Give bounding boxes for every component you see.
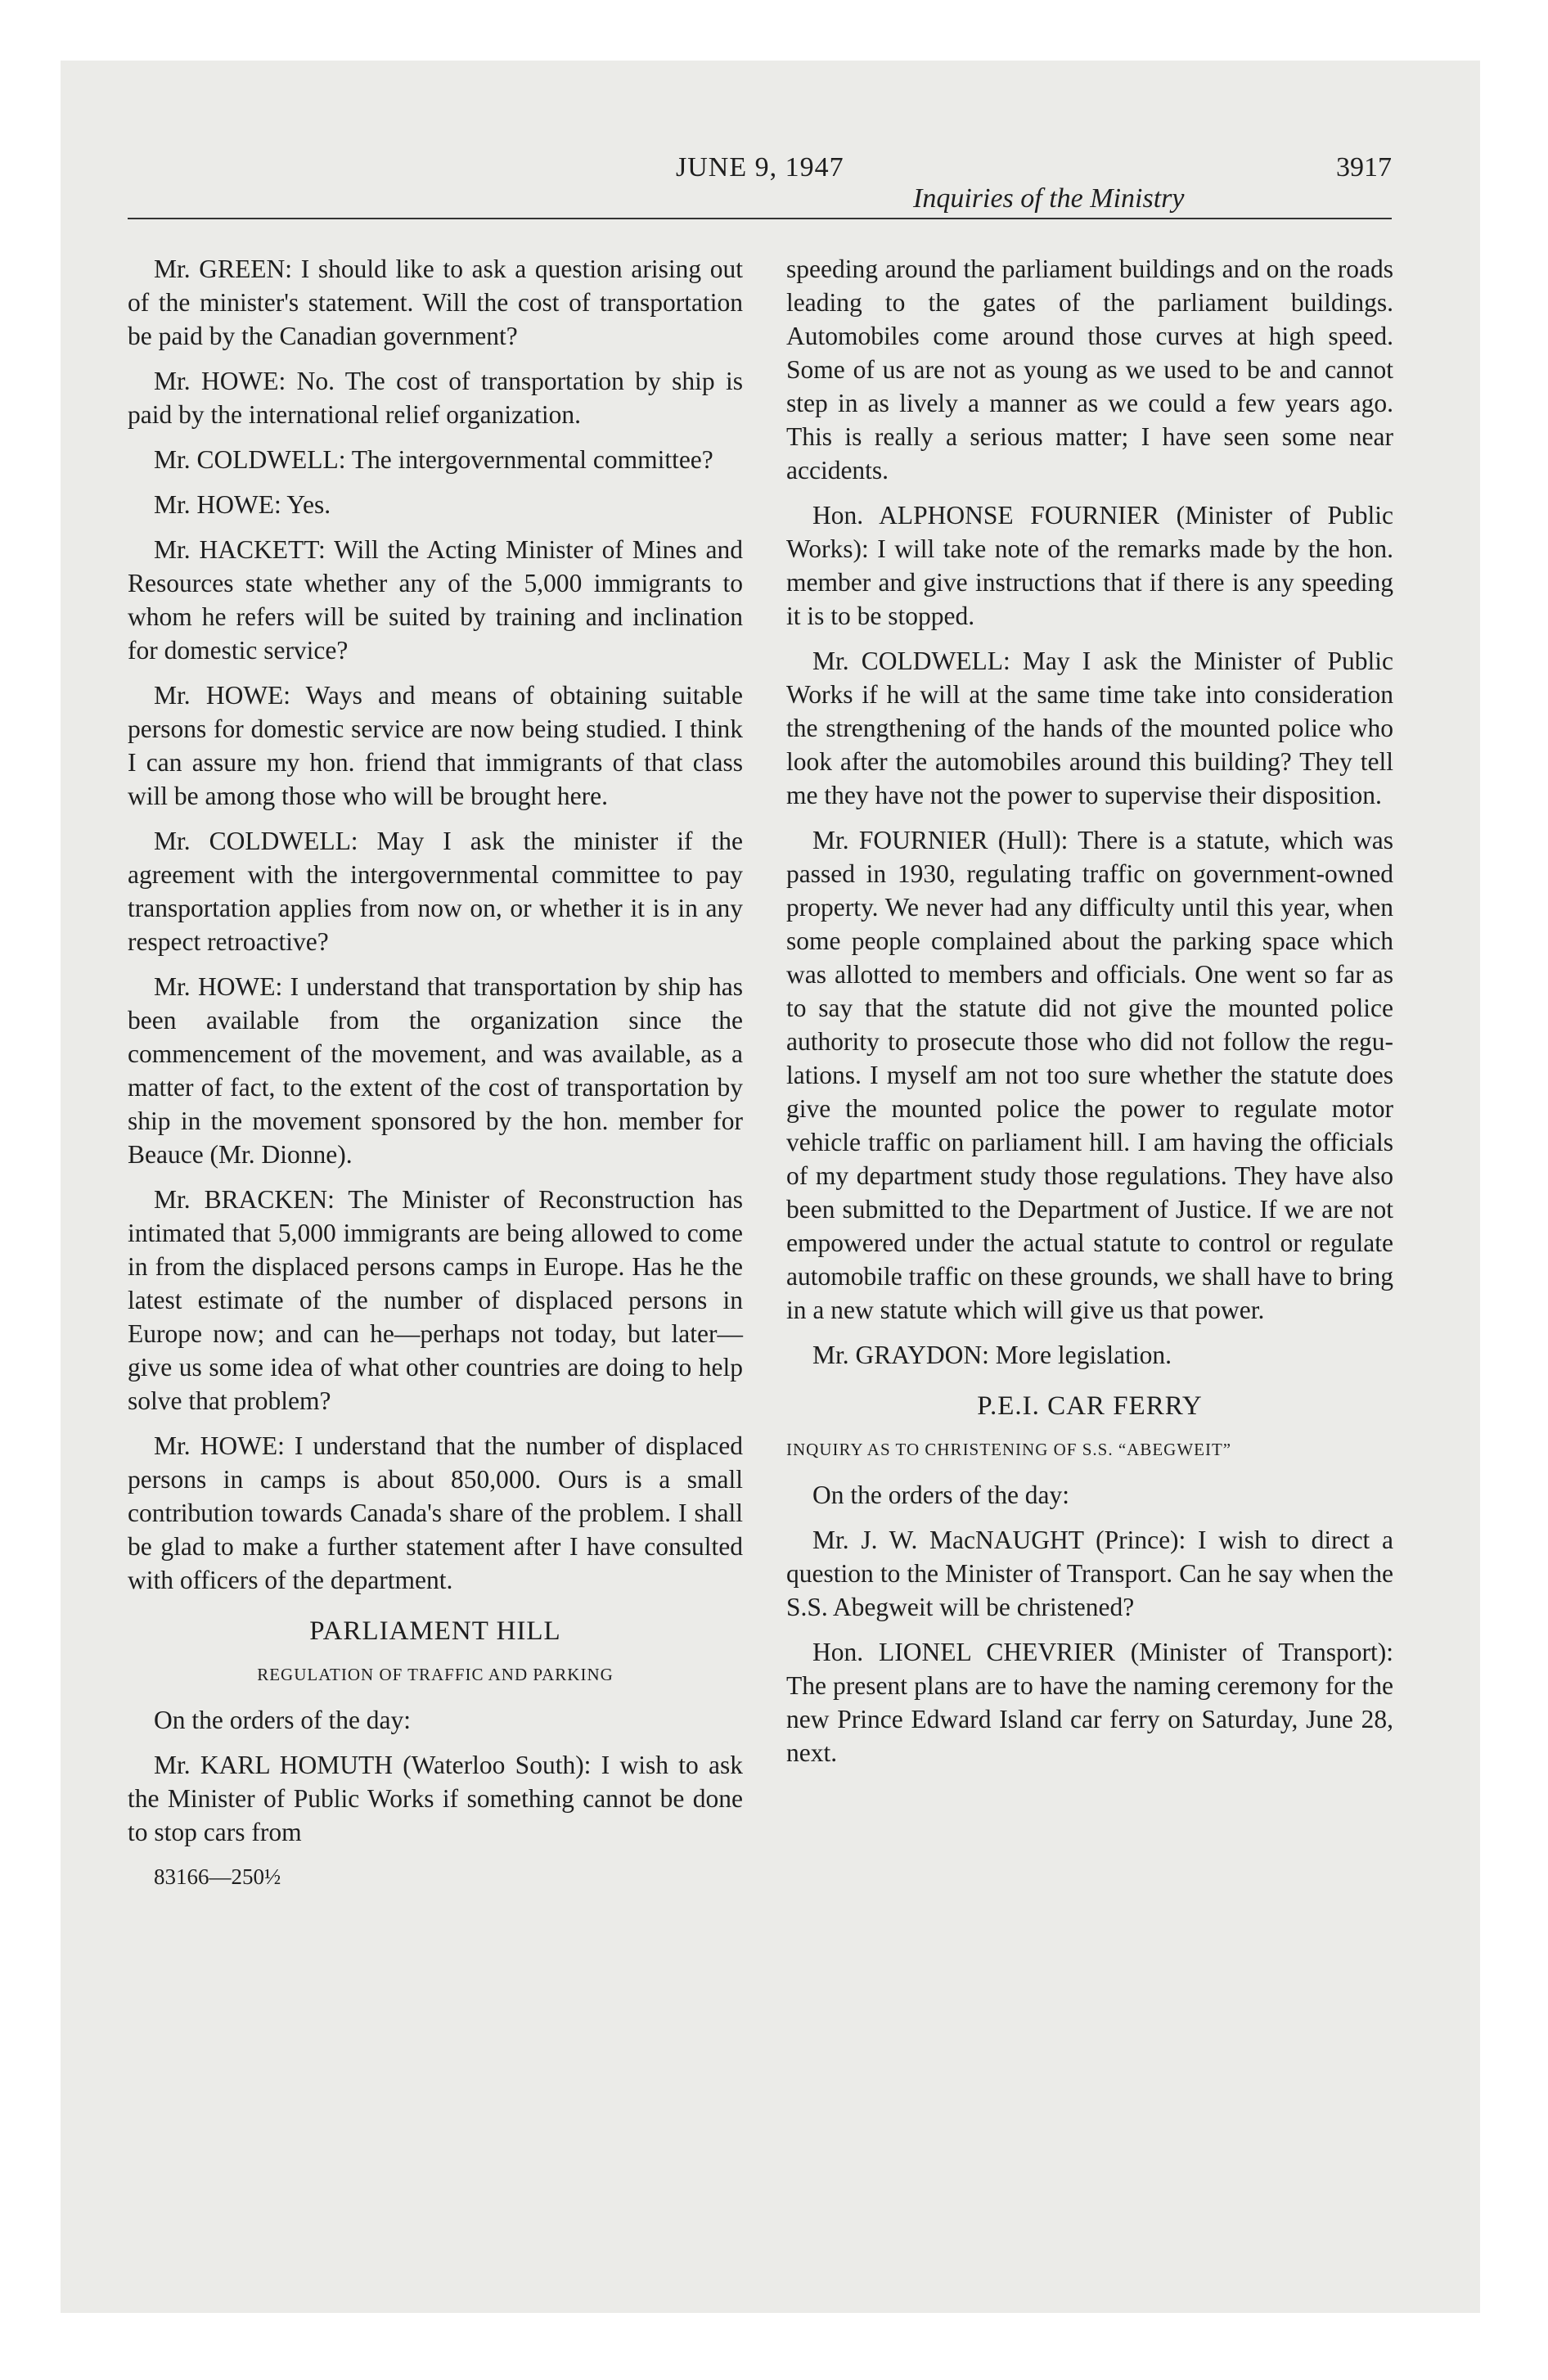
- section-subheading: INQUIRY AS TO CHRISTENING OF S.S. “ABEGWEIT”: [786, 1440, 1232, 1459]
- paragraph: Mr. J. W. MacNAUGHT (Prince): I wish to direct a question to the Minister of Transport. Can he say when the S.S. Abegweit will be christened?: [786, 1526, 1393, 1621]
- paragraph: Mr. HOWE: Ways and means of obtaining suitable persons for domestic service are now being studied. I think I can assure my hon. friend that immigrants of that class will be among those who will be brought here.: [128, 681, 743, 810]
- paragraph: On the orders of the day:: [154, 1706, 412, 1734]
- paragraph: Mr. HOWE: No. The cost of transportation by ship is paid by the international relief organization.: [128, 367, 743, 429]
- paragraph: Mr. FOURNIER (Hull): There is a statute, which was passed in 1930, regulating traffic on government-owned property. We never had any difficulty until this year, when some people complained about the parking space which was allotted to members and officials. One went so far as to say that the statute did not give the mounted police authority to prosecute those who did not follow the regulations. I myself am not too sure whether the statute does give the mounted police the power to regulate motor vehicle traffic on parliament hill. I am having the officials of my department study those regulations. They have also been submitted to the Department of Justice. If we are not empowered under the actual statute to control or regulate automobile traffic on these grounds, we shall have to bring in a new statute which will give us that power.: [786, 826, 1393, 1324]
- page-header: [128, 146, 1392, 213]
- paragraph: Mr. HOWE: Yes.: [154, 490, 331, 519]
- paragraph: Mr. HOWE: I understand that transportation by ship has been available from the organization since the commencement of the movement, and was available, as a matter of fact, to the extent of the cost of transportation by ship in the movement sponsored by the hon. member for Beauce (Mr. Dionne).: [128, 972, 743, 1169]
- paragraph: Hon. LIONEL CHEVRIER (Minister of Transport): The present plans are to have the naming ceremony for the new Prince Edward Island car ferry on Saturday, June 28, next.: [786, 1638, 1393, 1767]
- page-date: JUNE 9, 1947: [676, 152, 844, 183]
- section-subheading: REGULATION OF TRAFFIC AND PARKING: [257, 1665, 614, 1684]
- paragraph: Mr. COLDWELL: The intergovernmental committee?: [154, 445, 713, 474]
- paragraph: Mr. GRAYDON: More legislation.: [812, 1341, 1172, 1369]
- paragraph: speeding around the parliament buildings and on the roads leading to the gates of the parliament buildings. Automobiles come around those curves at high speed. Some of us are not as young as we used to be and cannot step in as lively a manner as we could a few years ago. This is really a serious matter; I have seen some near accidents.: [786, 255, 1393, 485]
- section-title: Inquiries of the Ministry: [913, 183, 1185, 214]
- header-rule: [128, 218, 1392, 219]
- printer-code: 83166—250½: [154, 1864, 281, 1889]
- left-column: [128, 252, 743, 1894]
- paragraph: On the orders of the day:: [812, 1481, 1070, 1509]
- paragraph: Mr. GREEN: I should like to ask a question arising out of the minister's statement. Will the cost of transportation be paid by the Canadian government?: [128, 255, 743, 350]
- paragraph: Mr. COLDWELL: May I ask the Minister of Public Works if he will at the same time take into consideration the strengthening of the hands of the mounted police who look after the automobiles around this building? They tell me they have not the power to supervise their disposition.: [786, 647, 1393, 809]
- paragraph: Mr. HOWE: I understand that the number of displaced persons in camps is about 850,000. Ours is a small contribution towards Canada's share of the problem. I shall be glad to make a further statement after I have consulted with officers of the department.: [128, 1431, 743, 1594]
- right-column: [786, 252, 1393, 1781]
- paragraph: Mr. KARL HOMUTH (Waterloo South): I wish to ask the Minister of Public Works if something cannot be done to stop cars from: [128, 1751, 743, 1846]
- page-number: 3917: [1336, 152, 1392, 183]
- paragraph: Mr. BRACKEN: The Minister of Reconstruction has intimated that 5,000 immigrants are being allowed to come in from the displaced persons camps in Europe. Has he the latest estimate of the number of displaced persons in Europe now; and can he—perhaps not today, but later—give us some idea of what other countries are doing to help solve that problem?: [128, 1185, 743, 1415]
- section-heading: PARLIAMENT HILL: [309, 1616, 561, 1646]
- paragraph: Hon. ALPHONSE FOURNIER (Minister of Public Works): I will take note of the remarks made by the hon. member and give instructions that if there is any speeding it is to be stopped.: [786, 501, 1393, 630]
- paragraph: Mr. HACKETT: Will the Acting Minister of Mines and Resources state whether any of the 5,000 immigrants to whom he refers will be suited by training and inclination for domestic service?: [128, 535, 743, 665]
- section-heading: P.E.I. CAR FERRY: [977, 1391, 1203, 1421]
- paragraph: Mr. COLDWELL: May I ask the minister if the agreement with the intergovernmental committee to pay transportation applies from now on, or whether it is in any respect retroactive?: [128, 827, 743, 956]
